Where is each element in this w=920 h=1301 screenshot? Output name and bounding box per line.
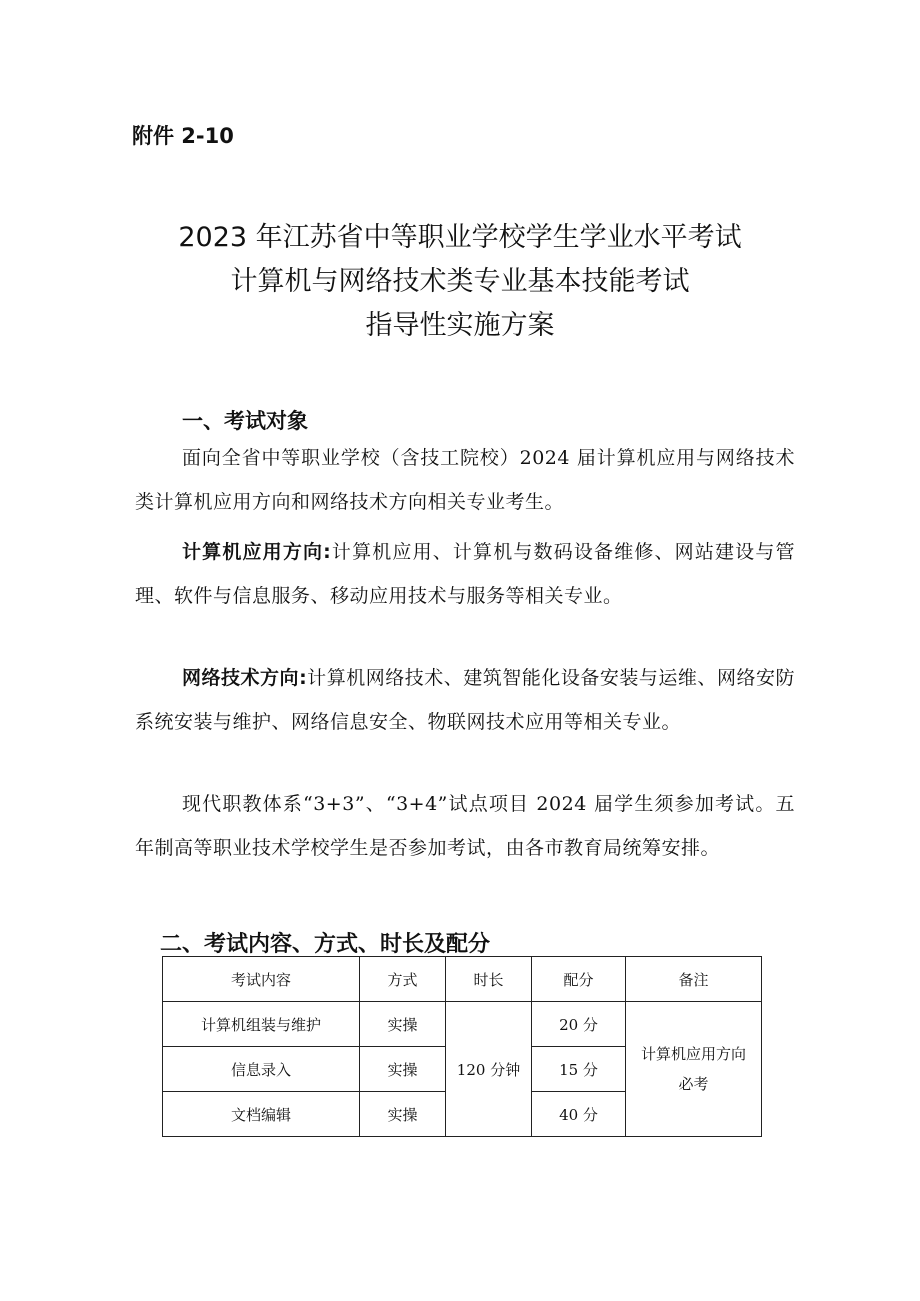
header-duration: 时长 [446,957,532,1002]
cell-method: 实操 [360,1092,446,1137]
network-label: 网络技术方向: [182,667,308,689]
computer-app-paragraph [135,530,795,618]
title-line-1: 2023 年江苏省中等职业学校学生学业水平考试 [178,222,742,253]
attachment-label: 附件 2-10 [132,124,234,148]
cell-score: 40 分 [532,1092,626,1137]
pilot-paragraph: 现代职教体系“3+3”、“3+4”试点项目 2024 届学生须参加考试。五年制高等职业技术学校学生是否参加考试，由各市教育局统筹安排。 [135,793,795,859]
header-content: 考试内容 [163,957,360,1002]
cell-method: 实操 [360,1002,446,1047]
cell-content: 信息录入 [163,1047,360,1092]
title-line-2: 计算机与网络技术类专业基本技能考试 [230,266,690,297]
cell-duration: 120 分钟 [446,1002,532,1137]
cell-score: 15 分 [532,1047,626,1092]
cell-method: 实操 [360,1047,446,1092]
section-1-heading: 一、考试对象 [182,409,308,433]
network-paragraph [135,656,795,744]
header-note: 备注 [626,957,762,1002]
cell-content: 文档编辑 [163,1092,360,1137]
note-line-1: 计算机应用方向 [640,1045,746,1063]
table-row [163,1002,762,1047]
table-header-row [163,957,762,1002]
cell-score: 20 分 [532,1002,626,1047]
exam-table [162,956,762,1137]
computer-app-label: 计算机应用方向: [182,541,332,563]
computer-app-text: 计算机应用、计算机与数码设备维修、网站建设与管理、软件与信息服务、移动应用技术与服务等相关专业。 [135,541,795,607]
intro-paragraph: 面向全省中等职业学校（含技工院校）2024 届计算机应用与网络技术类计算机应用方向和网络技术方向相关专业考生。 [135,447,795,513]
note-line-2: 必考 [678,1075,709,1093]
title-line-3: 指导性实施方案 [365,310,555,341]
section-2-heading: 二、考试内容、方式、时长及配分 [160,932,491,957]
header-score: 配分 [532,957,626,1002]
network-text: 计算机网络技术、建筑智能化设备安装与运维、网络安防系统安装与维护、网络信息安全、物联网技术应用等相关专业。 [135,667,795,733]
cell-content: 计算机组装与维护 [163,1002,360,1047]
cell-note [626,1002,762,1137]
header-method: 方式 [360,957,446,1002]
